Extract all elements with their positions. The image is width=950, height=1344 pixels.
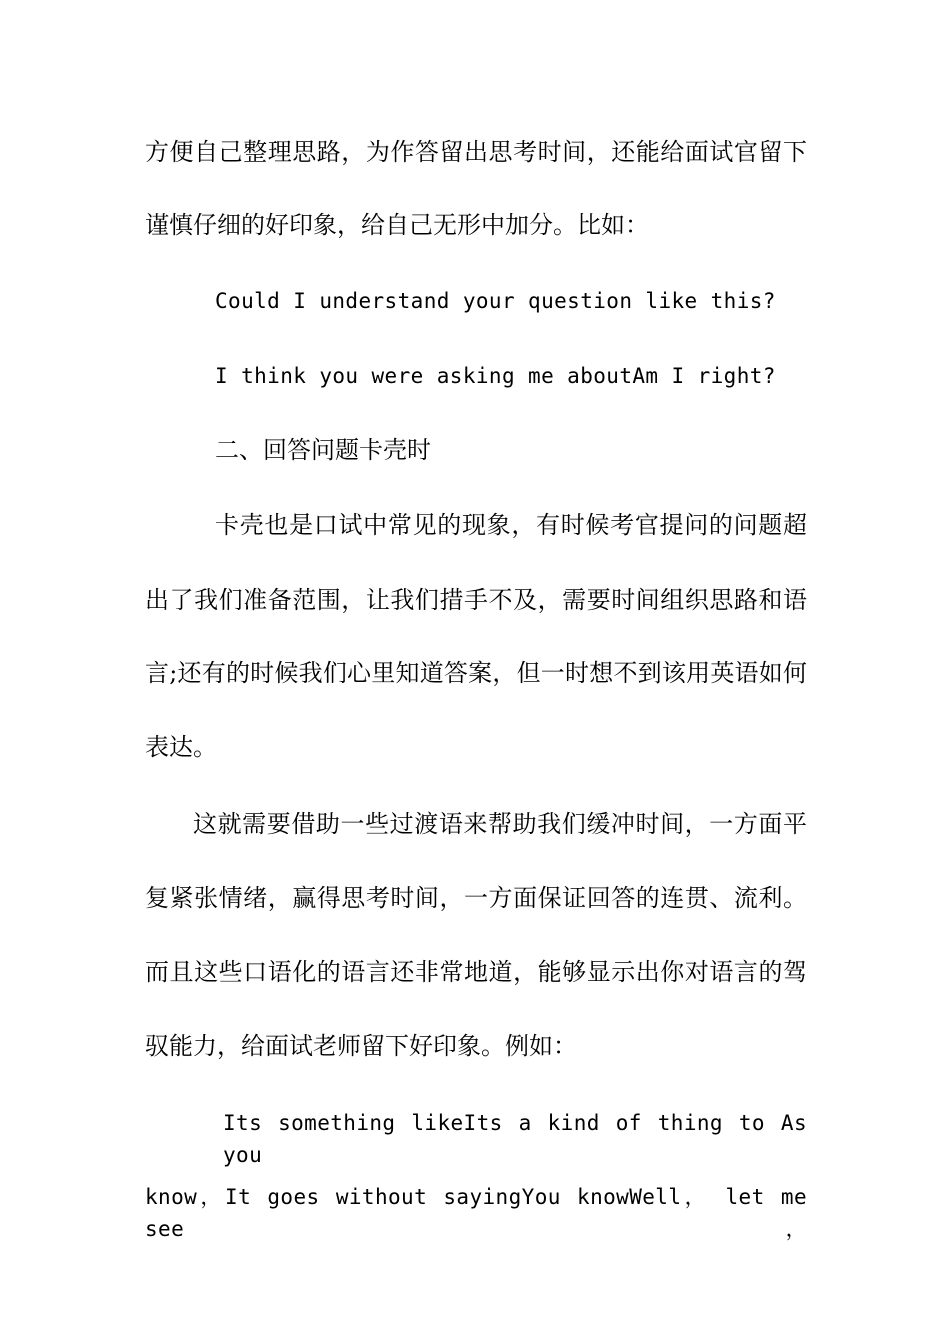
paragraph-line-10: 驭能力，给面试老师留下好印象。例如： xyxy=(145,1032,577,1060)
paragraph-line-4: 出了我们准备范围，让我们措手不及，需要时间组织思路和语 xyxy=(145,586,807,614)
example-phrases-line-1: Its something likeIts a kind of thing to As you xyxy=(223,1111,807,1167)
paragraph-line-3: 卡壳也是口试中常见的现象，有时候考官提问的问题超 xyxy=(215,511,807,539)
paragraph-line-1: 方便自己整理思路，为作答留出思考时间，还能给面试官留下 xyxy=(145,138,807,166)
paragraph-line-7: 这就需要借助一些过渡语来帮助我们缓冲时间，一方面平 xyxy=(193,810,807,838)
paragraph-line-8: 复紧张情绪，赢得思考时间，一方面保证回答的连贯、流利。 xyxy=(145,884,807,912)
paragraph-line-6: 表达。 xyxy=(145,733,217,761)
example-sentence-2: I think you were asking me aboutAm I right? xyxy=(215,364,776,388)
section-heading: 二、回答问题卡壳时 xyxy=(215,436,431,464)
example-sentence-1: Could I understand your question like this? xyxy=(215,289,776,313)
paragraph-line-9: 而且这些口语化的语言还非常地道，能够显示出你对语言的驾 xyxy=(145,958,807,986)
paragraph-line-2: 谨慎仔细的好印象，给自己无形中加分。比如： xyxy=(145,211,649,239)
paragraph-line-5: 言;还有的时候我们心里知道答案，但一时想不到该用英语如何 xyxy=(145,659,807,687)
example-phrases-line-2: know，It goes without sayingYou knowWell， let me see， xyxy=(145,1185,807,1241)
